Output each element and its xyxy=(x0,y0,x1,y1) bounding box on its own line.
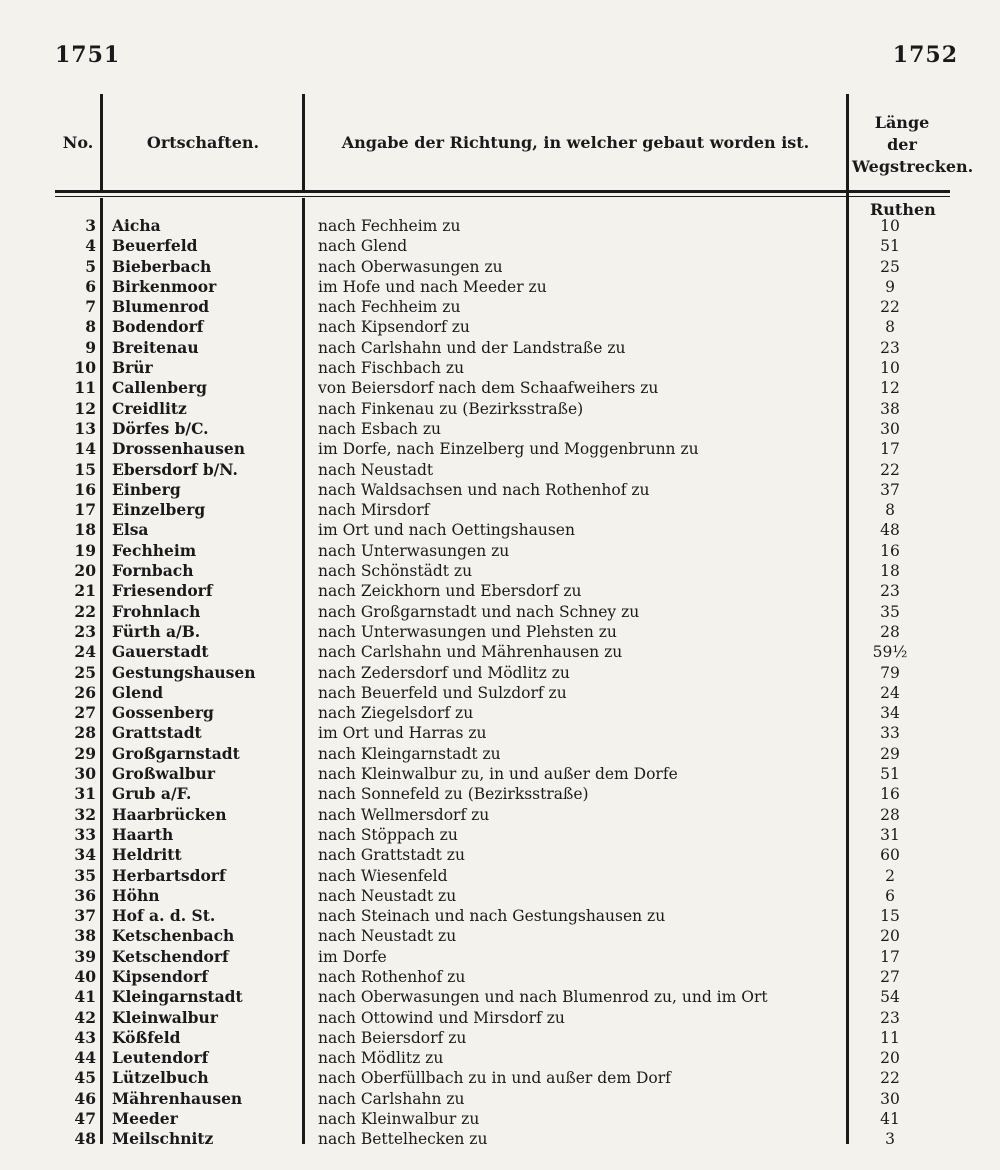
row-direction: nach Grattstadt zu xyxy=(318,846,465,865)
row-place: Kleinwalbur xyxy=(112,1007,218,1027)
row-length: 20 xyxy=(880,927,900,946)
table-row xyxy=(0,622,1000,642)
row-direction: im Dorfe, nach Einzelberg und Moggenbrunn zu xyxy=(318,440,699,459)
row-length: 33 xyxy=(880,724,900,743)
row-place: Herbartsdorf xyxy=(112,865,226,885)
table-row xyxy=(0,967,1000,987)
row-length: 29 xyxy=(880,744,900,763)
row-direction: nach Sonnefeld zu (Bezirksstraße) xyxy=(318,785,589,804)
table-row xyxy=(0,663,1000,683)
row-place: Friesendorf xyxy=(112,581,213,601)
row-length: 35 xyxy=(880,602,900,621)
header-laenge-line-1: Länge xyxy=(874,113,930,132)
row-length: 6 xyxy=(885,886,895,905)
row-direction: nach Großgarnstadt und nach Schney zu xyxy=(318,602,640,621)
row-direction: im Ort und Harras zu xyxy=(318,724,487,743)
table-row xyxy=(0,419,1000,439)
table-row xyxy=(0,947,1000,967)
row-direction: nach Oberfüllbach zu in und außer dem Dorf xyxy=(318,1069,671,1088)
table-row xyxy=(0,358,1000,378)
table-row xyxy=(0,1048,1000,1068)
table-row xyxy=(0,561,1000,581)
page-number-right: 1752 xyxy=(892,42,958,68)
table-row xyxy=(0,1129,1000,1149)
row-number: 44 xyxy=(74,1048,96,1068)
column-rule-1 xyxy=(100,94,103,190)
row-length: 12 xyxy=(880,379,900,398)
row-direction: nach Rothenhof zu xyxy=(318,967,466,986)
table-row xyxy=(0,257,1000,277)
row-direction: nach Zeickhorn und Ebersdorf zu xyxy=(318,582,582,601)
table-row xyxy=(0,642,1000,662)
row-place: Fornbach xyxy=(112,561,194,581)
row-number: 16 xyxy=(74,479,96,499)
row-place: Mährenhausen xyxy=(112,1088,243,1108)
row-direction: im Hofe und nach Meeder zu xyxy=(318,277,547,296)
row-length: 28 xyxy=(880,805,900,824)
table-row xyxy=(0,439,1000,459)
row-direction: nach Fechheim zu xyxy=(318,298,461,317)
table-row xyxy=(0,723,1000,743)
table-row xyxy=(0,825,1000,845)
row-place: Birkenmoor xyxy=(112,276,217,296)
table-row xyxy=(0,378,1000,398)
row-length: 18 xyxy=(880,562,900,581)
row-number: 28 xyxy=(74,723,96,743)
row-place: Dörfes b/C. xyxy=(112,418,209,438)
row-direction: von Beiersdorf nach dem Schaafweihers zu xyxy=(318,379,659,398)
row-number: 20 xyxy=(74,561,96,581)
row-length: 17 xyxy=(880,440,900,459)
row-direction: nach Kleinwalbur zu, in und außer dem Dorfe xyxy=(318,765,678,784)
header-rule xyxy=(55,190,950,193)
row-number: 14 xyxy=(74,439,96,459)
row-number: 42 xyxy=(74,1007,96,1027)
row-number: 27 xyxy=(74,703,96,723)
header-no: No. xyxy=(62,133,94,152)
row-number: 18 xyxy=(74,520,96,540)
row-direction: nach Mirsdorf xyxy=(318,501,430,520)
row-direction: nach Neustadt zu xyxy=(318,886,457,905)
row-direction: nach Stöppach zu xyxy=(318,825,458,844)
row-number: 24 xyxy=(74,642,96,662)
table-row xyxy=(0,866,1000,886)
row-place: Ketschendorf xyxy=(112,946,229,966)
table-row xyxy=(0,703,1000,723)
row-length: 9 xyxy=(885,277,895,296)
row-length: 20 xyxy=(880,1049,900,1068)
row-place: Fürth a/B. xyxy=(112,621,201,641)
row-place: Aicha xyxy=(112,216,161,235)
header-richtung: Angabe der Richtung, in welcher gebaut worden ist. xyxy=(341,133,810,152)
table-row xyxy=(0,297,1000,317)
row-direction: nach Fischbach zu xyxy=(318,359,465,378)
row-place: Glend xyxy=(112,682,164,702)
row-number: 35 xyxy=(74,865,96,885)
row-length: 60 xyxy=(880,846,900,865)
row-number: 15 xyxy=(74,459,96,479)
row-length: 51 xyxy=(880,237,900,256)
table-row xyxy=(0,886,1000,906)
row-length: 48 xyxy=(880,521,900,540)
row-number: 46 xyxy=(74,1088,96,1108)
table-row xyxy=(0,277,1000,297)
row-direction: nach Carlshahn zu xyxy=(318,1089,465,1108)
row-direction: nach Glend xyxy=(318,237,408,256)
row-number: 10 xyxy=(74,358,96,378)
row-place: Gossenberg xyxy=(112,703,214,723)
table-body xyxy=(0,216,1000,1150)
row-number: 17 xyxy=(74,500,96,520)
table-row xyxy=(0,906,1000,926)
row-direction: nach Ziegelsdorf zu xyxy=(318,704,474,723)
row-place: Haarth xyxy=(112,824,174,844)
row-direction: im Dorfe xyxy=(318,947,387,966)
row-length: 8 xyxy=(885,318,895,337)
row-place: Großwalbur xyxy=(112,764,216,784)
row-place: Bieberbach xyxy=(112,256,212,276)
table-row xyxy=(0,216,1000,236)
row-length: 23 xyxy=(880,1008,900,1027)
row-place: Kößfeld xyxy=(112,1027,181,1047)
row-direction: nach Mödlitz zu xyxy=(318,1049,444,1068)
table-row xyxy=(0,480,1000,500)
row-place: Creidlitz xyxy=(112,398,187,418)
row-place: Heldritt xyxy=(112,845,182,865)
row-place: Blumenrod xyxy=(112,297,210,317)
row-place: Höhn xyxy=(112,885,160,905)
row-length: 15 xyxy=(880,907,900,926)
row-place: Meilschnitz xyxy=(112,1129,214,1149)
row-number: 32 xyxy=(74,804,96,824)
row-length: 38 xyxy=(880,399,900,418)
row-place: Einberg xyxy=(112,479,181,499)
row-number: 34 xyxy=(74,845,96,865)
row-number: 29 xyxy=(74,743,96,763)
row-direction: nach Unterwasungen zu xyxy=(318,541,510,560)
row-direction: nach Wellmersdorf zu xyxy=(318,805,490,824)
header-ortschaften: Ortschaften. xyxy=(146,133,260,152)
row-place: Breitenau xyxy=(112,337,199,357)
row-length: 37 xyxy=(880,480,900,499)
row-length: 10 xyxy=(880,217,900,235)
row-place: Ebersdorf b/N. xyxy=(112,459,238,479)
row-length: 22 xyxy=(880,1069,900,1088)
table-row xyxy=(0,236,1000,256)
row-direction: nach Esbach zu xyxy=(318,419,441,438)
row-place: Elsa xyxy=(112,520,149,540)
page-number-left: 1751 xyxy=(55,42,121,68)
table-row xyxy=(0,744,1000,764)
row-place: Kipsendorf xyxy=(112,966,209,986)
table-row xyxy=(0,317,1000,337)
row-number: 7 xyxy=(85,297,96,317)
row-length: 8 xyxy=(885,501,895,520)
row-number: 8 xyxy=(85,317,96,337)
table-row xyxy=(0,764,1000,784)
row-place: Grub a/F. xyxy=(112,784,192,804)
row-direction: nach Carlshahn und Mährenhausen zu xyxy=(318,643,623,662)
table-row xyxy=(0,683,1000,703)
row-direction: nach Neustadt zu xyxy=(318,927,457,946)
row-length: 2 xyxy=(885,866,895,885)
row-length: 28 xyxy=(880,622,900,641)
row-place: Fechheim xyxy=(112,540,197,560)
row-length: 30 xyxy=(880,419,900,438)
unit-label: Ruthen xyxy=(870,200,936,219)
row-number: 37 xyxy=(74,906,96,926)
table-row xyxy=(0,987,1000,1007)
row-length: 27 xyxy=(880,967,900,986)
table-row xyxy=(0,805,1000,825)
row-direction: nach Fechheim zu xyxy=(318,217,461,235)
row-number: 12 xyxy=(74,398,96,418)
row-direction: im Ort und nach Oettingshausen xyxy=(318,521,575,540)
row-direction: nach Beiersdorf zu xyxy=(318,1028,467,1047)
table-row xyxy=(0,460,1000,480)
row-length: 17 xyxy=(880,947,900,966)
table-row xyxy=(0,399,1000,419)
row-place: Callenberg xyxy=(112,378,207,398)
row-number: 38 xyxy=(74,926,96,946)
row-length: 79 xyxy=(880,663,900,682)
row-place: Lützelbuch xyxy=(112,1068,209,1088)
row-number: 39 xyxy=(74,946,96,966)
row-number: 33 xyxy=(74,824,96,844)
table-row xyxy=(0,541,1000,561)
row-direction: nach Kleinwalbur zu xyxy=(318,1110,480,1129)
row-place: Großgarnstadt xyxy=(112,743,240,763)
row-direction: nach Wiesenfeld xyxy=(318,866,448,885)
row-number: 22 xyxy=(74,601,96,621)
row-length: 22 xyxy=(880,460,900,479)
row-place: Drossenhausen xyxy=(112,439,245,459)
row-length: 31 xyxy=(880,825,900,844)
row-number: 26 xyxy=(74,682,96,702)
row-place: Einzelberg xyxy=(112,500,206,520)
table-row xyxy=(0,1008,1000,1028)
row-number: 11 xyxy=(74,378,96,398)
table-row xyxy=(0,926,1000,946)
row-place: Leutendorf xyxy=(112,1048,209,1068)
row-length: 3 xyxy=(885,1130,895,1149)
row-place: Hof a. d. St. xyxy=(112,906,216,926)
table-row xyxy=(0,1089,1000,1109)
row-number: 41 xyxy=(74,987,96,1007)
table-row xyxy=(0,1109,1000,1129)
row-length: 34 xyxy=(880,704,900,723)
row-number: 9 xyxy=(85,337,96,357)
header-laenge-line-2: der xyxy=(887,135,917,154)
row-length: 22 xyxy=(880,298,900,317)
row-place: Gestungshausen xyxy=(112,662,256,682)
row-direction: nach Schönstädt zu xyxy=(318,562,473,581)
row-place: Bodendorf xyxy=(112,317,204,337)
row-length: 24 xyxy=(880,683,900,702)
row-direction: nach Bettelhecken zu xyxy=(318,1130,488,1149)
header-laenge-line-3: Wegstrecken. xyxy=(852,157,974,176)
table-row xyxy=(0,520,1000,540)
table-row xyxy=(0,602,1000,622)
row-place: Ketschenbach xyxy=(112,926,235,946)
row-direction: nach Neustadt xyxy=(318,460,434,479)
row-number: 45 xyxy=(74,1068,96,1088)
row-direction: nach Oberwasungen und nach Blumenrod zu, und im Ort xyxy=(318,988,768,1007)
row-number: 4 xyxy=(85,236,96,256)
row-number: 23 xyxy=(74,621,96,641)
table-row xyxy=(0,845,1000,865)
table-row xyxy=(0,500,1000,520)
row-length: 51 xyxy=(880,765,900,784)
row-length: 30 xyxy=(880,1089,900,1108)
row-place: Meeder xyxy=(112,1109,178,1129)
row-length: 54 xyxy=(880,988,900,1007)
table-row xyxy=(0,1028,1000,1048)
row-place: Frohnlach xyxy=(112,601,201,621)
row-place: Grattstadt xyxy=(112,723,202,743)
row-direction: nach Ottowind und Mirsdorf zu xyxy=(318,1008,565,1027)
row-number: 6 xyxy=(85,276,96,296)
row-number: 19 xyxy=(74,540,96,560)
row-number: 47 xyxy=(74,1109,96,1129)
row-number: 3 xyxy=(85,216,96,235)
row-length: 59½ xyxy=(872,643,908,662)
row-length: 16 xyxy=(880,541,900,560)
row-length: 23 xyxy=(880,338,900,357)
table-row xyxy=(0,338,1000,358)
table-row xyxy=(0,581,1000,601)
header-rule-thin xyxy=(55,196,950,197)
row-direction: nach Kipsendorf zu xyxy=(318,318,470,337)
row-length: 25 xyxy=(880,257,900,276)
row-direction: nach Kleingarnstadt zu xyxy=(318,744,501,763)
row-number: 21 xyxy=(74,581,96,601)
row-number: 43 xyxy=(74,1027,96,1047)
row-direction: nach Oberwasungen zu xyxy=(318,257,503,276)
row-place: Haarbrücken xyxy=(112,804,227,824)
row-number: 40 xyxy=(74,966,96,986)
row-place: Beuerfeld xyxy=(112,236,198,256)
row-direction: nach Carlshahn und der Landstraße zu xyxy=(318,338,626,357)
row-number: 13 xyxy=(74,418,96,438)
row-place: Kleingarnstadt xyxy=(112,987,243,1007)
row-number: 25 xyxy=(74,662,96,682)
row-place: Gauerstadt xyxy=(112,642,209,662)
row-number: 48 xyxy=(74,1129,96,1149)
table-row xyxy=(0,1068,1000,1088)
row-length: 16 xyxy=(880,785,900,804)
row-length: 10 xyxy=(880,359,900,378)
row-number: 30 xyxy=(74,764,96,784)
row-direction: nach Beuerfeld und Sulzdorf zu xyxy=(318,683,567,702)
row-length: 41 xyxy=(880,1110,900,1129)
row-number: 5 xyxy=(85,256,96,276)
table-row xyxy=(0,784,1000,804)
row-direction: nach Waldsachsen und nach Rothenhof zu xyxy=(318,480,650,499)
row-direction: nach Steinach und nach Gestungshausen zu xyxy=(318,907,666,926)
row-direction: nach Unterwasungen und Plehsten zu xyxy=(318,622,617,641)
row-direction: nach Zedersdorf und Mödlitz zu xyxy=(318,663,570,682)
row-number: 31 xyxy=(74,784,96,804)
row-length: 23 xyxy=(880,582,900,601)
header-laenge xyxy=(852,112,974,178)
row-number: 36 xyxy=(74,885,96,905)
column-rule-2 xyxy=(302,94,305,190)
row-length: 11 xyxy=(880,1028,900,1047)
row-direction: nach Finkenau zu (Bezirksstraße) xyxy=(318,399,584,418)
row-place: Brür xyxy=(112,358,153,378)
